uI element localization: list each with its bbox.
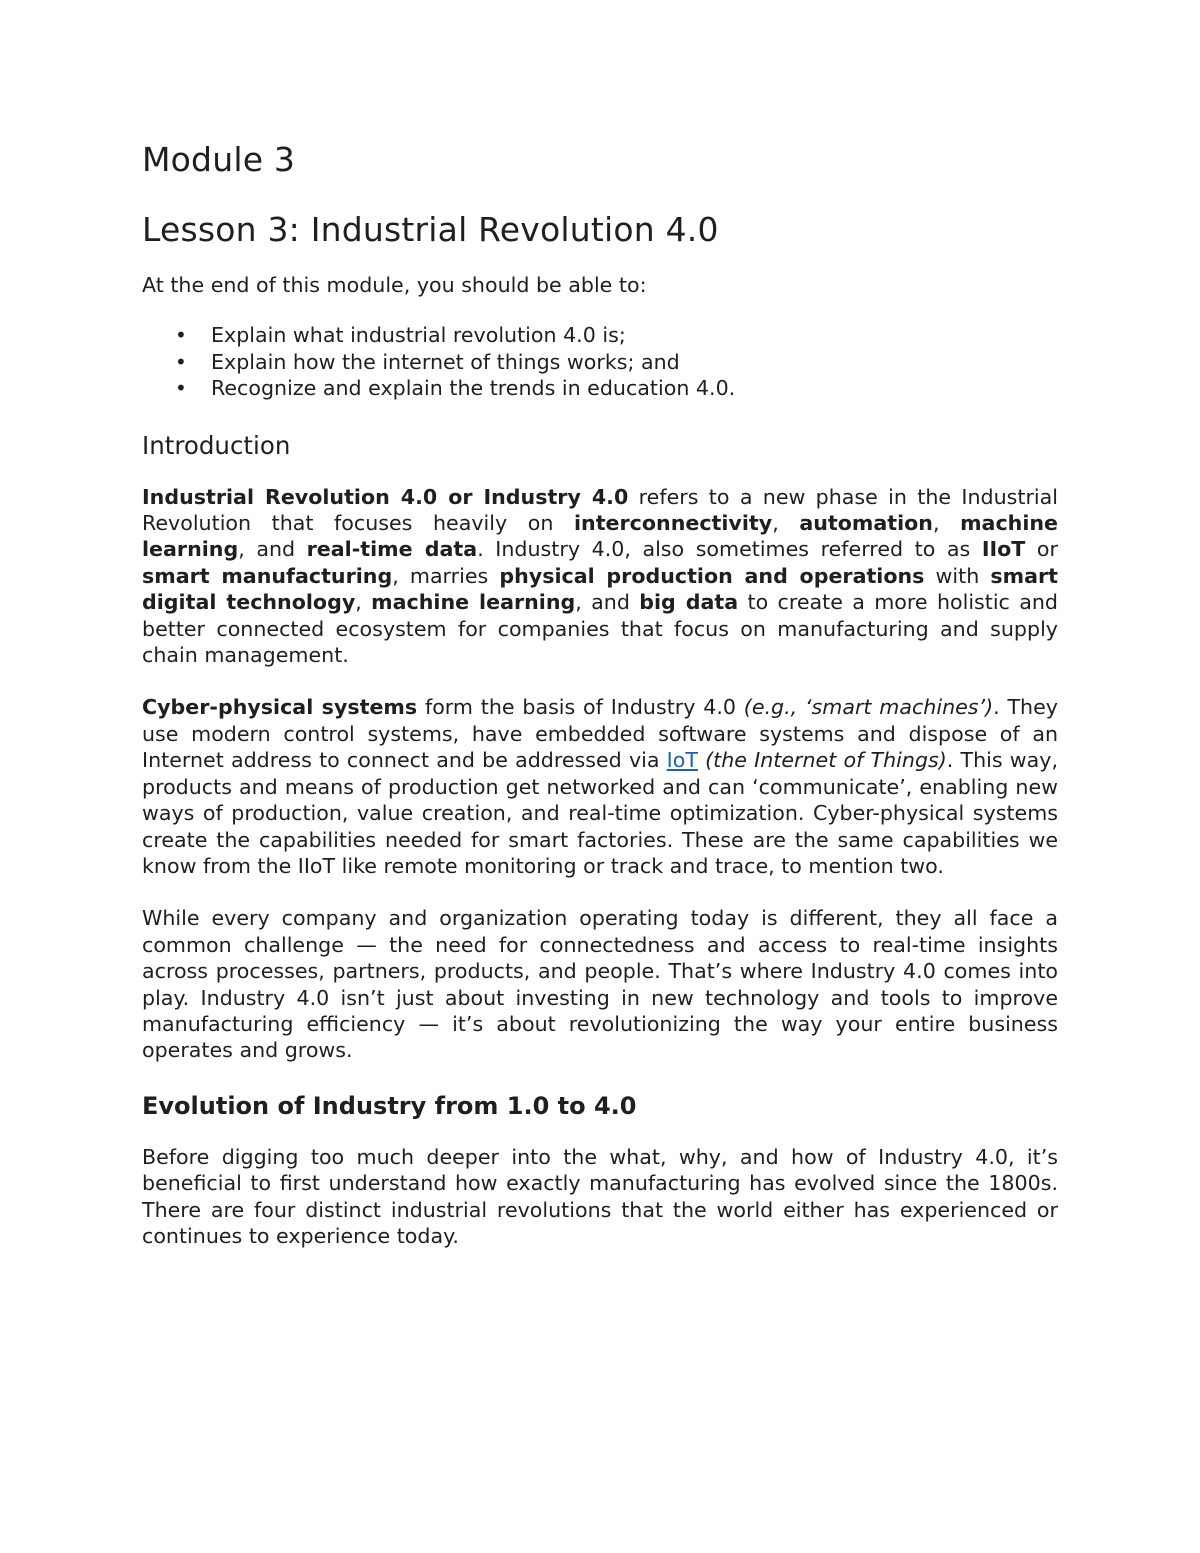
bold-term: Cyber-physical systems — [142, 695, 418, 720]
italic-note: (e.g., ‘smart machines’) — [743, 695, 994, 720]
bold-term: machine learning — [371, 590, 576, 615]
bullet-icon: • — [175, 376, 187, 401]
paragraph-text: to create a more holistic and better connected ecosystem for companies that focus on manufacturing and supply chain management. — [142, 590, 1058, 668]
list-item — [142, 322, 1058, 348]
intro-paragraph-1 — [142, 484, 1058, 669]
paragraph-text: , — [772, 511, 800, 536]
bold-term: machine learning — [142, 511, 1059, 562]
bold-term: physical production and operations — [499, 563, 925, 588]
paragraph-text: or — [1025, 537, 1058, 562]
bold-term: big data — [639, 590, 739, 615]
bold-term: IIoT — [981, 537, 1026, 562]
bold-term: automation — [799, 511, 933, 536]
paragraph-text: , — [355, 590, 372, 615]
paragraph-text: refers to a new phase in the Industrial Revolution that focuses heavily on — [142, 484, 1058, 536]
paragraph-text: with — [924, 563, 991, 588]
italic-note: (the Internet of Things) — [705, 748, 947, 773]
module-title: Module 3 — [142, 140, 296, 179]
paragraph-text: form the basis of Industry 4.0 — [417, 695, 744, 720]
paragraph-text: . This way, products and means of production get networked and can ‘communicate’, enabling new ways of production, value creation, and real-time optimization. Cyber-physical systems create the capabilities needed for smart factories. These are the same capabilities we know from the IIoT like remote monitoring or track and trace, to mention two. — [142, 748, 1058, 878]
objective-text: Recognize and explain the trends in education 4.0. — [211, 376, 736, 401]
bullet-icon: • — [175, 349, 187, 374]
paragraph-text: , and — [575, 590, 640, 615]
list-item — [142, 349, 1058, 375]
paragraph-text: . They use modern control systems, have embedded software systems and dispose of an Internet address to connect and be addressed via — [142, 695, 1058, 773]
objective-text: Explain what industrial revolution 4.0 is; — [211, 323, 626, 348]
bold-term: real-time data — [306, 537, 478, 562]
bold-term: interconnectivity — [573, 511, 773, 536]
iot-link[interactable]: IoT — [666, 748, 698, 773]
paragraph-text: , — [932, 511, 961, 536]
bullet-icon: • — [175, 323, 187, 348]
paragraph-text: , and — [238, 537, 307, 562]
objectives-list — [142, 322, 1058, 401]
intro-paragraph-2 — [142, 694, 1058, 879]
paragraph-text: . Industry 4.0, also sometimes referred to as — [477, 537, 982, 562]
intro-paragraph-3: While every company and organization operating today is different, they all face a common challenge — the need for connectedness and access to real-time insights across processes, partners, products, and people. That’s where Industry 4.0 comes into play. Industry 4.0 isn’t just about investing in new technology and tools to improve manufacturing efficiency — it’s about revolutionizing the way your entire business operates and grows. — [142, 906, 1058, 1063]
document-page — [142, 138, 1058, 1275]
paragraph-text: , marries — [392, 563, 500, 588]
lesson-title: Lesson 3: Industrial Revolution 4.0 — [142, 210, 719, 249]
evolution-heading: Evolution of Industry from 1.0 to 4.0 — [142, 1091, 637, 1120]
bold-term: smart manufacturing — [142, 563, 393, 588]
objectives-intro: At the end of this module, you should be able to: — [142, 273, 647, 297]
objective-text: Explain how the internet of things works; and — [211, 349, 680, 374]
list-item — [142, 375, 1058, 401]
evolution-paragraph-1: Before digging too much deeper into the what, why, and how of Industry 4.0, it’s beneficial to first understand how exactly manufacturing has evolved since the 1800s. There are four distinct industrial revolutions that the world either has experienced or continues to experience today. — [142, 1144, 1058, 1248]
bold-term: Industrial Revolution 4.0 or Industry 4.0 — [142, 484, 629, 509]
bold-term: smart digital technology — [142, 563, 1058, 615]
introduction-heading: Introduction — [142, 430, 291, 460]
